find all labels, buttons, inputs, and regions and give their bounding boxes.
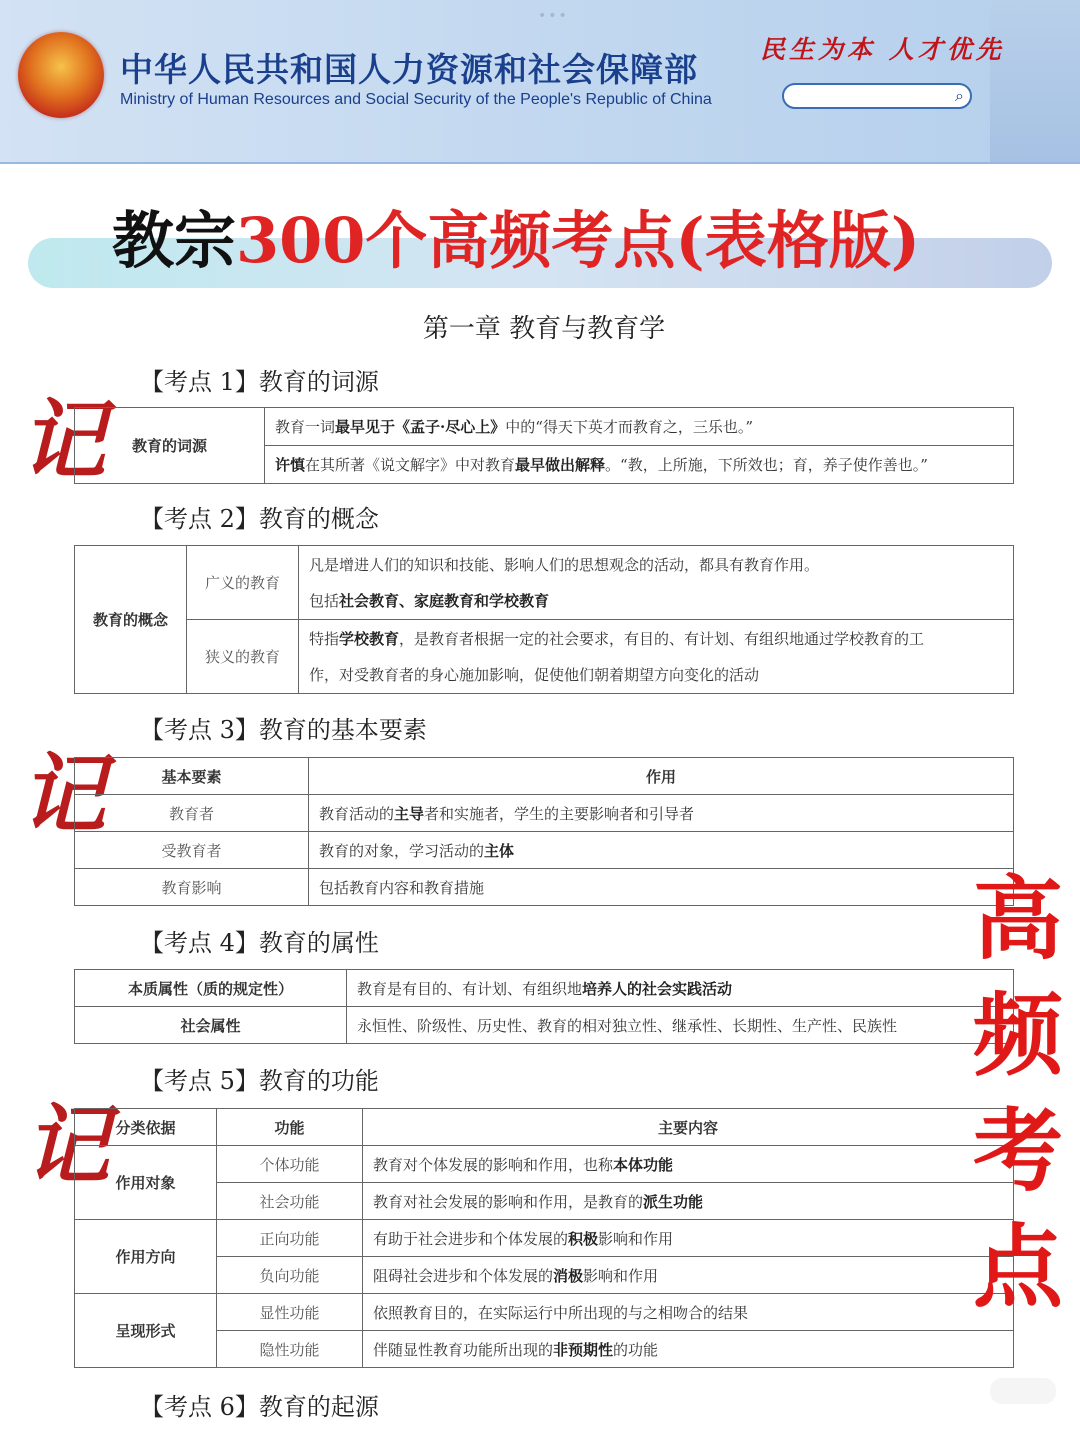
title-part2: 300个高频考点(表格版) xyxy=(236,204,921,277)
high-frequency-mark: 高 频 考 点 xyxy=(973,867,1063,1320)
kp5-col2: 功能 xyxy=(217,1109,363,1146)
kp1-table xyxy=(74,407,1014,484)
more-dots-icon[interactable]: ••• xyxy=(538,8,569,24)
search-icon[interactable]: ⌕ xyxy=(955,86,964,105)
table-row: 教育影响 包括教育内容和教育措施 xyxy=(75,869,1014,906)
kp2-broad: 广义的教育 xyxy=(187,546,299,620)
table-row: 隐性功能 伴随显性教育功能所出现的非预期性的功能 xyxy=(75,1331,1014,1368)
national-emblem-icon xyxy=(18,32,104,118)
kp4-r2-label: 社会属性 xyxy=(75,1007,347,1044)
kp4-title: 【考点 4】教育的属性 xyxy=(140,929,379,957)
kp3-col1: 基本要素 xyxy=(75,758,309,795)
kp2-broad-line2: 包括社会教育、家庭教育和学校教育 xyxy=(299,583,1014,620)
kp5-col3: 主要内容 xyxy=(363,1109,1014,1146)
kp1-row1: 教育一词最早见于《孟子·尽心上》中的“得天下英才而教育之，三乐也。” xyxy=(265,408,1014,446)
ministry-name-en: Ministry of Human Resources and Social Security of the People's Republic of China xyxy=(120,91,712,108)
kp5-title: 【考点 5】教育的功能 xyxy=(140,1067,379,1095)
title-part1: 教宗 xyxy=(112,204,237,277)
watermark xyxy=(990,1378,1056,1404)
kp2-narrow: 狭义的教育 xyxy=(187,620,299,694)
kp1-row2: 许慎在其所著《说文解字》中对教育最早做出解释。“教，上所施，下所效也；育，养子使作善也。” xyxy=(265,446,1014,484)
kp3-table xyxy=(74,757,1014,906)
kp2-table xyxy=(74,545,1014,694)
table-row: 社会功能 教育对社会发展的影响和作用，是教育的派生功能 xyxy=(75,1183,1014,1220)
kp3-title: 【考点 3】教育的基本要素 xyxy=(140,716,427,744)
great-wall-image xyxy=(990,0,1080,162)
search-input[interactable] xyxy=(782,83,972,109)
table-row: 作用对象 个体功能 教育对个体发展的影响和作用，也称本体功能 xyxy=(75,1146,1014,1183)
slogan: 民生为本 人才优先 xyxy=(760,35,1005,64)
ji-mark: 记 xyxy=(20,390,106,491)
page-title xyxy=(112,196,920,286)
kp2-title: 【考点 2】教育的概念 xyxy=(140,505,379,533)
chapter-heading: 第一章 教育与教育学 xyxy=(422,314,666,344)
kp5-group3: 呈现形式 xyxy=(75,1294,217,1368)
ji-mark: 记 xyxy=(20,744,106,845)
kp2-narrow-line1: 特指学校教育，是教育者根据一定的社会要求，有目的、有计划、有组织地通过学校教育的工 xyxy=(299,620,1014,657)
ji-mark: 记 xyxy=(24,1095,110,1196)
kp4-table xyxy=(74,969,1014,1044)
kp5-group2: 作用方向 xyxy=(75,1220,217,1294)
kp2-label: 教育的概念 xyxy=(75,546,187,694)
kp4-r1-text: 教育是有目的、有计划、有组织地培养人的社会实践活动 xyxy=(347,970,1014,1007)
kp6-title: 【考点 6】教育的起源 xyxy=(140,1393,379,1421)
kp5-table xyxy=(74,1108,1014,1368)
kp3-col2: 作用 xyxy=(309,758,1014,795)
table-row: 呈现形式 显性功能 依照教育目的，在实际运行中所出现的与之相吻合的结果 xyxy=(75,1294,1014,1331)
site-banner xyxy=(0,0,1080,164)
kp2-broad-line1: 凡是增进人们的知识和技能、影响人们的思想观念的活动，都具有教育作用。 xyxy=(299,546,1014,583)
kp1-title: 【考点 1】教育的词源 xyxy=(140,368,379,396)
table-row: 负向功能 阻碍社会进步和个体发展的消极影响和作用 xyxy=(75,1257,1014,1294)
ministry-name-cn: 中华人民共和国人力资源和社会保障部 xyxy=(120,50,698,89)
kp1-label: 教育的词源 xyxy=(75,408,265,484)
kp5-group1: 作用对象 xyxy=(75,1146,217,1220)
kp4-r2-text: 永恒性、阶级性、历史性、教育的相对独立性、继承性、长期性、生产性、民族性 xyxy=(347,1007,1014,1044)
kp4-r1-label: 本质属性（质的规定性） xyxy=(75,970,347,1007)
table-row: 教育者 教育活动的主导者和实施者，学生的主要影响者和引导者 xyxy=(75,795,1014,832)
table-row: 作用方向 正向功能 有助于社会进步和个体发展的积极影响和作用 xyxy=(75,1220,1014,1257)
table-row: 受教育者 教育的对象，学习活动的主体 xyxy=(75,832,1014,869)
kp2-narrow-line2: 作，对受教育者的身心施加影响，促使他们朝着期望方向变化的活动 xyxy=(299,657,1014,694)
kp5-col1: 分类依据 xyxy=(75,1109,217,1146)
